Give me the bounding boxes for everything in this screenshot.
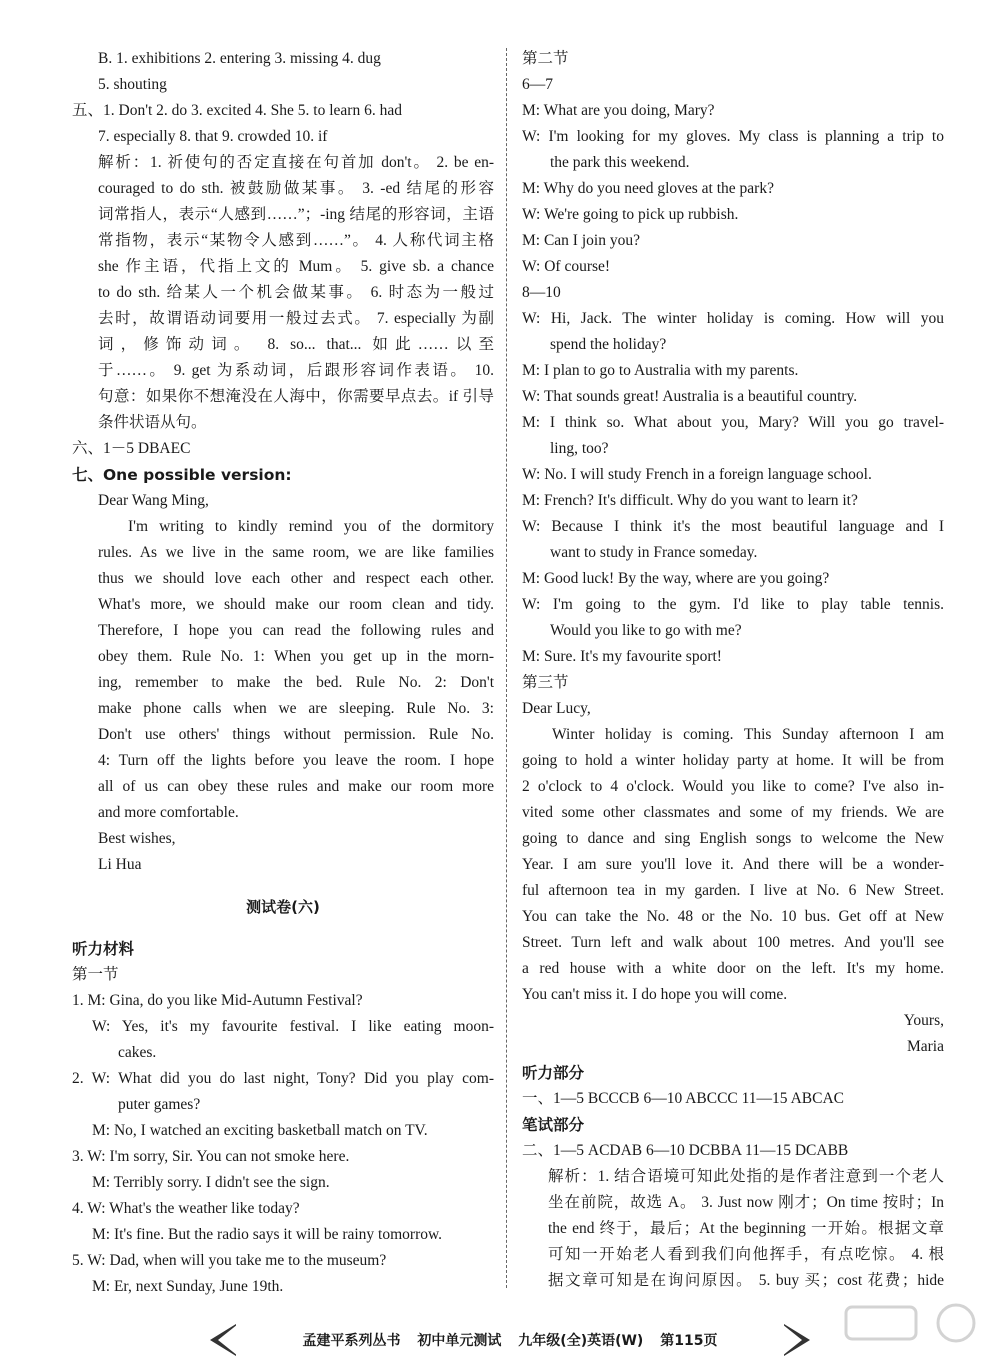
left-line: ing, remember to make the bed. Rule No. 2: Don't [98,674,494,691]
right-line: W: We're going to pick up rubbish. [522,206,739,223]
chevron-right-icon [784,1324,810,1356]
right-line: W: I'm looking for my gloves. My class is planning a trip to [522,128,944,145]
right-line: 听力部分 [522,1064,585,1082]
left-line: 第一节 [72,966,119,983]
left-line: Don't use others' things without permission. Rule No. [98,726,494,743]
left-line: 去时，故谓语动词要用一般过去式。 7. especially 为副 [98,310,494,327]
left-line: 7. especially 8. that 9. crowded 10. if [98,128,328,145]
right-line: ling, too? [550,440,609,457]
right-line: Dear Lucy, [522,700,591,717]
left-line: 条件状语从句。 [98,414,207,431]
left-line: thus we should love each other and respect each other. [98,570,494,587]
left-line: M: Er, next Sunday, June 19th. [92,1278,284,1295]
right-line: ful afternoon tea in my garden. I live at No. 6 New Street. [522,882,944,899]
right-line: Winter holiday is coming. This Sunday afternoon I am [552,726,944,743]
left-line: to do sth. 给某人一个机会做某事。 6. 时态为一般过 [98,284,494,301]
footer-book: 初中单元测试 [417,1333,502,1349]
right-line: Would you like to go with me? [550,622,742,639]
left-line: 常指物，表示“某物令人感到……”。 4. 人称代词主格 [98,232,494,249]
right-line: You can't miss it. I do hope you will come. [522,986,788,1003]
left-line: 测试卷(六) [246,898,320,916]
right-line: 一、1—5 BCCCB 6—10 ABCCC 11—15 ABCAC [522,1090,844,1107]
left-line: W: Yes, it's my favourite festival. I like eating moon- [92,1018,494,1035]
right-line: W: Hi, Jack. The winter holiday is coming. How will you [522,310,944,327]
left-line: 句意：如果你不想淹没在人海中，你需要早点去。if 引导 [98,388,494,405]
left-line: 六、1－5 DBAEC [72,440,191,457]
left-line: all of us can obey these rules and make our room more [98,778,494,795]
right-line: 据文章可知是在询问原因。 5. buy 买；cost 花费；hide [548,1272,944,1289]
right-column [522,46,944,1294]
left-line: M: It's fine. But the radio says it will be rainy tomorrow. [92,1226,443,1243]
left-line: Best wishes, [98,830,176,847]
right-line: M: Why do you need gloves at the park? [522,180,774,197]
left-line: 1. M: Gina, do you like Mid-Autumn Festival? [72,992,363,1009]
left-line: couraged to do sth. 被鼓励做某事。 3. -ed 结尾的形容 [98,180,494,197]
right-line: M: Sure. It's my favourite sport! [522,648,722,665]
footer-series: 孟建平系列丛书 [302,1333,401,1349]
left-line: Li Hua [98,856,142,873]
left-line: 5. shouting [98,76,167,93]
right-line: W: Because I think it's the most beautiful language and I [522,518,944,535]
left-line: 听力材料 [72,940,135,958]
right-line: the end 终于，最后；At the beginning 一开始。根据文章 [548,1220,944,1237]
right-line: vited some other classmates and some of my friends. We are [522,804,944,821]
chevron-left-icon [210,1324,236,1356]
right-line: W: Of course! [522,258,611,275]
left-line: 于……。 9. get 为系动词，后跟形容词作表语。 10. [98,362,494,379]
left-line: make phone calls when we are sleeping. Rule No. 3: [98,700,494,717]
right-line: 笔试部分 [522,1116,585,1134]
right-line: Maria [906,1038,944,1055]
left-line: 五、1. Don't 2. do 3. excited 4. She 5. to learn 6. had [72,102,402,119]
right-line: M: I think so. What about you, Mary? Will you go travel- [522,414,944,431]
right-line: M: Can I join you? [522,232,640,249]
right-line: 坐在前院，故选 A。 3. Just now 刚才；On time 按时；In [548,1194,944,1211]
left-line: What's more, we should make our room clean and tidy. [98,596,494,613]
left-line: 4: Turn off the lights before you leave the room. I hope [98,752,494,769]
left-line: B. 1. exhibitions 2. entering 3. missing 4. dug [98,50,381,67]
right-line: spend the holiday? [550,336,667,353]
left-line: puter games? [118,1096,201,1113]
right-line: 第三节 [522,674,569,691]
right-line: 可知一开始老人看到我们向他挥手，有点吃惊。 4. 根 [548,1246,944,1263]
right-line: the park this weekend. [550,154,690,171]
right-line: M: Good luck! By the way, where are you going? [522,570,830,587]
left-line: 词常指人，表示“人感到……”；-ing 结尾的形容词，主语 [98,206,494,223]
left-line: M: No, I watched an exciting basketball match on TV. [92,1122,428,1139]
footer-text [250,1330,770,1350]
right-line: W: I'm going to the gym. I'd like to play table tennis. [522,596,944,613]
right-line: 二、1—5 ACDAB 6—10 DCBBA 11—15 DCABB [522,1142,849,1159]
left-line: 4. W: What's the weather like today? [72,1200,300,1217]
right-line: W: That sounds great! Australia is a beautiful country. [522,388,858,405]
right-line: going to hold a winter holiday party at home. It will be from [522,752,944,769]
left-line: 3. W: I'm sorry, Sir. You can not smoke here. [72,1148,350,1165]
left-line [72,920,494,936]
right-line: M: I plan to go to Australia with my parents. [522,362,799,379]
footer-page-number: 第115页 [660,1333,718,1349]
left-line: rules. As we live in the same room, we are like families [98,544,494,561]
left-line: 2. W: What did you do last night, Tony? Did you play com- [72,1070,494,1087]
page-footer [210,1322,810,1358]
right-line: You can take the No. 48 or the No. 10 bus. Get off at New [522,908,944,925]
right-line: 解析：1. 结合语境可知此处指的是作者注意到一个老人 [548,1168,944,1185]
right-line: Yours, [903,1012,944,1029]
left-line: obey them. Rule No. 1: When you get up in the morn- [98,648,494,665]
left-line [72,878,494,894]
left-line: 词，修饰动词。 8. so... that... 如此……以至 [98,336,494,353]
left-line: 七、One possible version: [72,466,292,484]
right-line: M: What are you doing, Mary? [522,102,715,119]
left-line: and more comfortable. [98,804,239,821]
left-line: Dear Wang Ming, [98,492,209,509]
right-line: 第二节 [522,50,569,67]
right-line: going to dance and sing English songs to welcome the New [522,830,944,847]
right-line: 8—10 [522,284,561,301]
right-line: 6—7 [522,76,553,93]
watermark-logo-icon [836,1301,986,1361]
right-line: W: No. I will study French in a foreign language school. [522,466,872,483]
right-line: Street. Turn left and walk about 100 metres. And you'll see [522,934,944,951]
left-column [72,46,494,1300]
right-line: 2 o'clock to 4 o'clock. Would you like to come? I've also in- [522,778,944,795]
right-line: M: French? It's difficult. Why do you want to learn it? [522,492,858,509]
left-line: she 作主语，代指上文的 Mum。 5. give sb. a chance [98,258,494,275]
right-line: Year. I am sure you'll love it. And there will be a wonder- [522,856,944,873]
right-line: a red house with a white door on the left. It's my home. [522,960,944,977]
left-line: I'm writing to kindly remind you of the dormitory [128,518,494,535]
column-divider [506,48,507,1288]
left-line: 解析：1. 祈使句的否定直接在句首加 don't。 2. be en- [98,154,494,171]
left-line: cakes. [118,1044,157,1061]
left-line: 5. W: Dad, when will you take me to the museum? [72,1252,387,1269]
right-line: want to study in France someday. [550,544,758,561]
left-line: M: Terribly sorry. I didn't see the sign. [92,1174,330,1191]
left-line: Therefore, I hope you can read the following rules and [98,622,494,639]
footer-grade: 九年级(全)英语(W) [518,1333,644,1349]
